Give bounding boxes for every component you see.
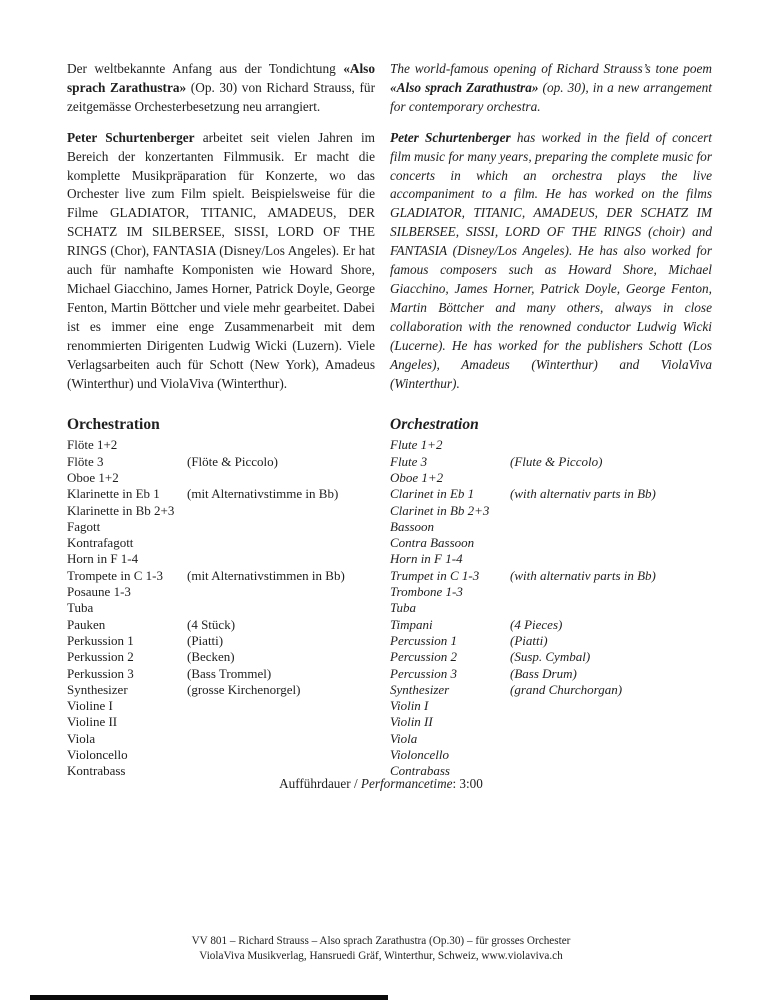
instrument-name: Posaune 1-3 bbox=[67, 584, 131, 600]
instrument-row bbox=[67, 731, 375, 747]
instrument-row bbox=[67, 649, 375, 665]
intro-paragraph-en-2 bbox=[390, 129, 712, 394]
performance-label-en: Performancetime bbox=[360, 776, 453, 791]
instrument-row bbox=[390, 584, 712, 600]
content-grid bbox=[67, 60, 712, 780]
instrument-note: (grand Churchorgan) bbox=[510, 681, 623, 697]
instrument-name: Synthesizer bbox=[67, 681, 128, 697]
instrument-name: Violin II bbox=[390, 714, 433, 730]
intro-en-2-rest: has worked in the field of concert film music for many years, preparing the complete music for concerts in which an orchestra plays the live accompaniment to a film. He has worked on the films GLADIATOR, TITANIC, AMADEUS, DER SCHATZ IM SILBERSEE, SISSI, LORD OF THE RINGS (choir) and FANTASIA (Disney/Los Angeles). He has also worked for famous composers such as Howard Shore, Michael Giacchino, James Horner, Patrick Doyle, George Fenton, Martin Böttcher and many others, always in close collaboration with the renowned conductor Ludwig Wicki (Lucerne). He has worked for the publishers Schott (Los Angeles), Amadeus (Winterthur) and ViolaViva (Winterthur). bbox=[390, 129, 712, 391]
intro-paragraph-en-1 bbox=[390, 60, 712, 117]
instrument-name: Violin I bbox=[390, 698, 429, 714]
instrument-row bbox=[390, 649, 712, 665]
instrument-note bbox=[510, 470, 712, 486]
intro-english bbox=[390, 60, 712, 393]
instrument-note bbox=[187, 503, 375, 519]
instrument-name: Tuba bbox=[67, 600, 94, 616]
instrument-note bbox=[510, 437, 712, 453]
intro-de-1-rest: (Op. 30) von Richard Strauss, für zeitgemässe Orchesterbesetzung neu arrangiert. bbox=[67, 79, 376, 114]
intro-en-1-pre: The world-famous opening of Richard Strauss’s tone poem bbox=[390, 61, 712, 76]
instrument-name: Oboe 1+2 bbox=[390, 470, 444, 485]
instrument-name: Perkussion 2 bbox=[67, 649, 134, 665]
instrument-row bbox=[67, 633, 375, 649]
instrument-note bbox=[510, 535, 712, 551]
intro-de-1-pre: Der weltbekannte Anfang aus der Tondichtung bbox=[67, 61, 344, 76]
instrument-row bbox=[390, 617, 712, 633]
instrument-row bbox=[67, 698, 375, 714]
intro-paragraph-de-1 bbox=[67, 60, 375, 117]
instrument-note bbox=[510, 714, 712, 730]
instrument-row bbox=[390, 437, 712, 453]
instrument-name: Kontrabass bbox=[67, 763, 126, 779]
performance-separator: / bbox=[350, 776, 361, 791]
instrument-row bbox=[67, 503, 375, 519]
instrument-list-de bbox=[67, 437, 375, 779]
instrument-row bbox=[390, 600, 712, 616]
instrument-name: Pauken bbox=[67, 616, 106, 632]
instrument-row bbox=[390, 486, 712, 502]
instrument-row bbox=[67, 617, 375, 633]
instrument-note: (Susp. Cymbal) bbox=[510, 649, 591, 665]
instrument-list-en bbox=[390, 437, 712, 779]
instrument-name: Perkussion 3 bbox=[67, 665, 134, 681]
instrument-name: Contra Bassoon bbox=[390, 535, 475, 551]
instrument-note bbox=[510, 551, 712, 567]
instrument-row bbox=[390, 454, 712, 470]
instrument-row bbox=[390, 551, 712, 567]
instrument-row bbox=[390, 470, 712, 486]
instrument-note bbox=[187, 437, 375, 453]
instrument-note: (with alternativ parts in Bb) bbox=[510, 486, 656, 502]
instrument-row bbox=[67, 568, 375, 584]
instrument-name: Timpani bbox=[390, 616, 433, 632]
instrument-name: Klarinette in Bb 2+3 bbox=[67, 502, 175, 518]
instrument-note: (grosse Kirchenorgel) bbox=[187, 681, 301, 697]
instrument-name: Trombone 1-3 bbox=[390, 584, 463, 600]
instrument-row bbox=[390, 714, 712, 730]
instrument-name: Flöte 3 bbox=[67, 453, 104, 469]
instrument-name: Viola bbox=[67, 730, 96, 746]
arranger-name-de: Peter Schurtenberger bbox=[67, 129, 195, 145]
instrument-note bbox=[187, 731, 375, 747]
instrument-name: Clarinet in Bb 2+3 bbox=[390, 502, 490, 518]
instrument-row bbox=[67, 535, 375, 551]
instrument-note bbox=[510, 731, 712, 747]
instrument-row bbox=[390, 731, 712, 747]
intro-paragraph-de-2 bbox=[67, 129, 375, 394]
instrument-note: (Piatti) bbox=[510, 632, 548, 648]
instrument-name: Viola bbox=[390, 730, 418, 746]
instrument-name: Violoncello bbox=[67, 747, 128, 763]
instrument-note bbox=[187, 698, 375, 714]
footer-imprint bbox=[0, 934, 762, 964]
orchestration-english bbox=[390, 415, 712, 779]
instrument-note: (with alternativ parts in Bb) bbox=[510, 567, 656, 583]
instrument-note bbox=[187, 519, 375, 535]
instrument-name: Tuba bbox=[390, 600, 417, 616]
instrument-row bbox=[67, 519, 375, 535]
instrument-row bbox=[67, 584, 375, 600]
instrument-row bbox=[390, 698, 712, 714]
instrument-name: Violine I bbox=[67, 698, 113, 714]
instrument-note: (mit Alternativstimme in Bb) bbox=[187, 486, 339, 502]
instrument-row bbox=[390, 568, 712, 584]
orchestration-german bbox=[67, 415, 375, 779]
instrument-name: Flöte 1+2 bbox=[67, 437, 118, 453]
instrument-name: Bassoon bbox=[390, 518, 435, 534]
instrument-note bbox=[510, 503, 712, 519]
instrument-row bbox=[390, 666, 712, 682]
instrument-name: Synthesizer bbox=[390, 681, 450, 697]
instrument-name: Fagott bbox=[67, 518, 101, 534]
instrument-name: Clarinet in Eb 1 bbox=[390, 486, 475, 502]
footer-catalog-line: VV 801 – Richard Strauss – Also sprach Zarathustra (Op.30) – für grosses Orchester bbox=[191, 935, 571, 947]
instrument-note bbox=[510, 584, 712, 600]
instrument-name: Contrabass bbox=[390, 763, 450, 779]
instrument-name: Trumpet in C 1-3 bbox=[390, 567, 480, 583]
instrument-note bbox=[187, 714, 375, 730]
instrument-name: Violine II bbox=[67, 714, 118, 730]
instrument-name: Oboe 1+2 bbox=[67, 470, 119, 485]
instrument-row bbox=[390, 682, 712, 698]
instrument-row bbox=[67, 666, 375, 682]
instrument-note bbox=[187, 551, 375, 567]
orchestration-title-en: Orchestration bbox=[390, 416, 479, 434]
instrument-row bbox=[390, 535, 712, 551]
instrument-note bbox=[510, 747, 712, 763]
instrument-note: (4 Stück) bbox=[187, 616, 236, 632]
intro-german bbox=[67, 60, 375, 393]
intro-de-2-rest: arbeitet seit vielen Jahren im Bereich der konzertanten Filmmusik. Er macht die komplette Musikpräparation für Konzerte, wo das Orchester live zum Film spielt. Beispielsweise für die Filme GLADIATOR, TITANIC, AMADEUS, DER SCHATZ IM SILBERSEE, SISSI, LORD OF THE RINGS (Chor), FANTASIA (Disney/Los Angeles). Er hat auch für namhafte Komponisten wie Howard Shore, Michael Giacchino, James Horner, Patrick Doyle, George Fenton, Martin Böttcher und viele mehr gearbeitet. Dabei ist es immer eine enge Zusammenarbeit mit dem renommierten Dirigenten Ludwig Wicki (Luzern). Viele Verlagsarbeiten auch für Schott (New York), Amadeus (Winterthur) und ViolaViva (Winterthur). bbox=[67, 129, 375, 391]
instrument-note: (4 Pieces) bbox=[510, 616, 563, 632]
arranger-name-en: Peter Schurtenberger bbox=[390, 129, 511, 145]
work-title-de: «Also sprach Zarathustra» bbox=[67, 61, 375, 95]
instrument-row bbox=[67, 470, 375, 486]
instrument-row bbox=[67, 682, 375, 698]
instrument-name: Trompete in C 1-3 bbox=[67, 567, 163, 583]
intro-en-1-rest: (op. 30), in a new arrangement for contemporary orchestra. bbox=[390, 79, 712, 114]
instrument-note: (Bass Drum) bbox=[510, 665, 577, 681]
instrument-row bbox=[390, 503, 712, 519]
instrument-note bbox=[187, 535, 375, 551]
instrument-name: Percussion 2 bbox=[390, 649, 458, 665]
instrument-note: (Piatti) bbox=[187, 632, 224, 648]
performance-label-de: Aufführdauer bbox=[279, 776, 351, 791]
instrument-note: (Flöte & Piccolo) bbox=[187, 453, 278, 469]
instrument-note bbox=[510, 698, 712, 714]
instrument-name: Klarinette in Eb 1 bbox=[67, 486, 160, 502]
instrument-name: Horn in F 1-4 bbox=[67, 551, 139, 567]
instrument-row bbox=[67, 747, 375, 763]
instrument-note: (Bass Trommel) bbox=[187, 665, 272, 681]
performance-time-line bbox=[0, 775, 762, 793]
work-title-en: «Also sprach Zarathustra» bbox=[390, 79, 539, 95]
instrument-row bbox=[390, 633, 712, 649]
instrument-note: (Becken) bbox=[187, 649, 235, 665]
instrument-note bbox=[187, 747, 375, 763]
instrument-note bbox=[187, 600, 375, 616]
scan-edge-artifact bbox=[30, 995, 388, 1000]
instrument-note bbox=[510, 519, 712, 535]
instrument-name: Horn in F 1-4 bbox=[390, 551, 463, 567]
instrument-row bbox=[67, 714, 375, 730]
instrument-row bbox=[67, 437, 375, 453]
performance-value: : 3:00 bbox=[452, 776, 483, 791]
instrument-note: (Flute & Piccolo) bbox=[510, 453, 603, 469]
instrument-row bbox=[390, 519, 712, 535]
instrument-note bbox=[187, 470, 375, 486]
instrument-name: Flute 3 bbox=[390, 453, 428, 469]
instrument-name: Percussion 3 bbox=[390, 665, 458, 681]
instrument-row bbox=[67, 454, 375, 470]
instrument-row bbox=[67, 600, 375, 616]
orchestration-title-de: Orchestration bbox=[67, 416, 160, 434]
instrument-row bbox=[67, 551, 375, 567]
instrument-name: Violoncello bbox=[390, 747, 449, 763]
instrument-name: Perkussion 1 bbox=[67, 632, 134, 648]
instrument-note bbox=[510, 600, 712, 616]
instrument-row bbox=[67, 486, 375, 502]
instrument-note: (mit Alternativstimmen in Bb) bbox=[187, 567, 345, 583]
instrument-name: Percussion 1 bbox=[390, 632, 458, 648]
instrument-note bbox=[187, 584, 375, 600]
instrument-name: Flute 1+2 bbox=[390, 437, 443, 453]
instrument-name: Kontrafagott bbox=[67, 535, 134, 551]
footer-publisher-line: ViolaViva Musikverlag, Hansruedi Gräf, Winterthur, Schweiz, www.violaviva.ch bbox=[199, 950, 563, 962]
instrument-row bbox=[390, 747, 712, 763]
